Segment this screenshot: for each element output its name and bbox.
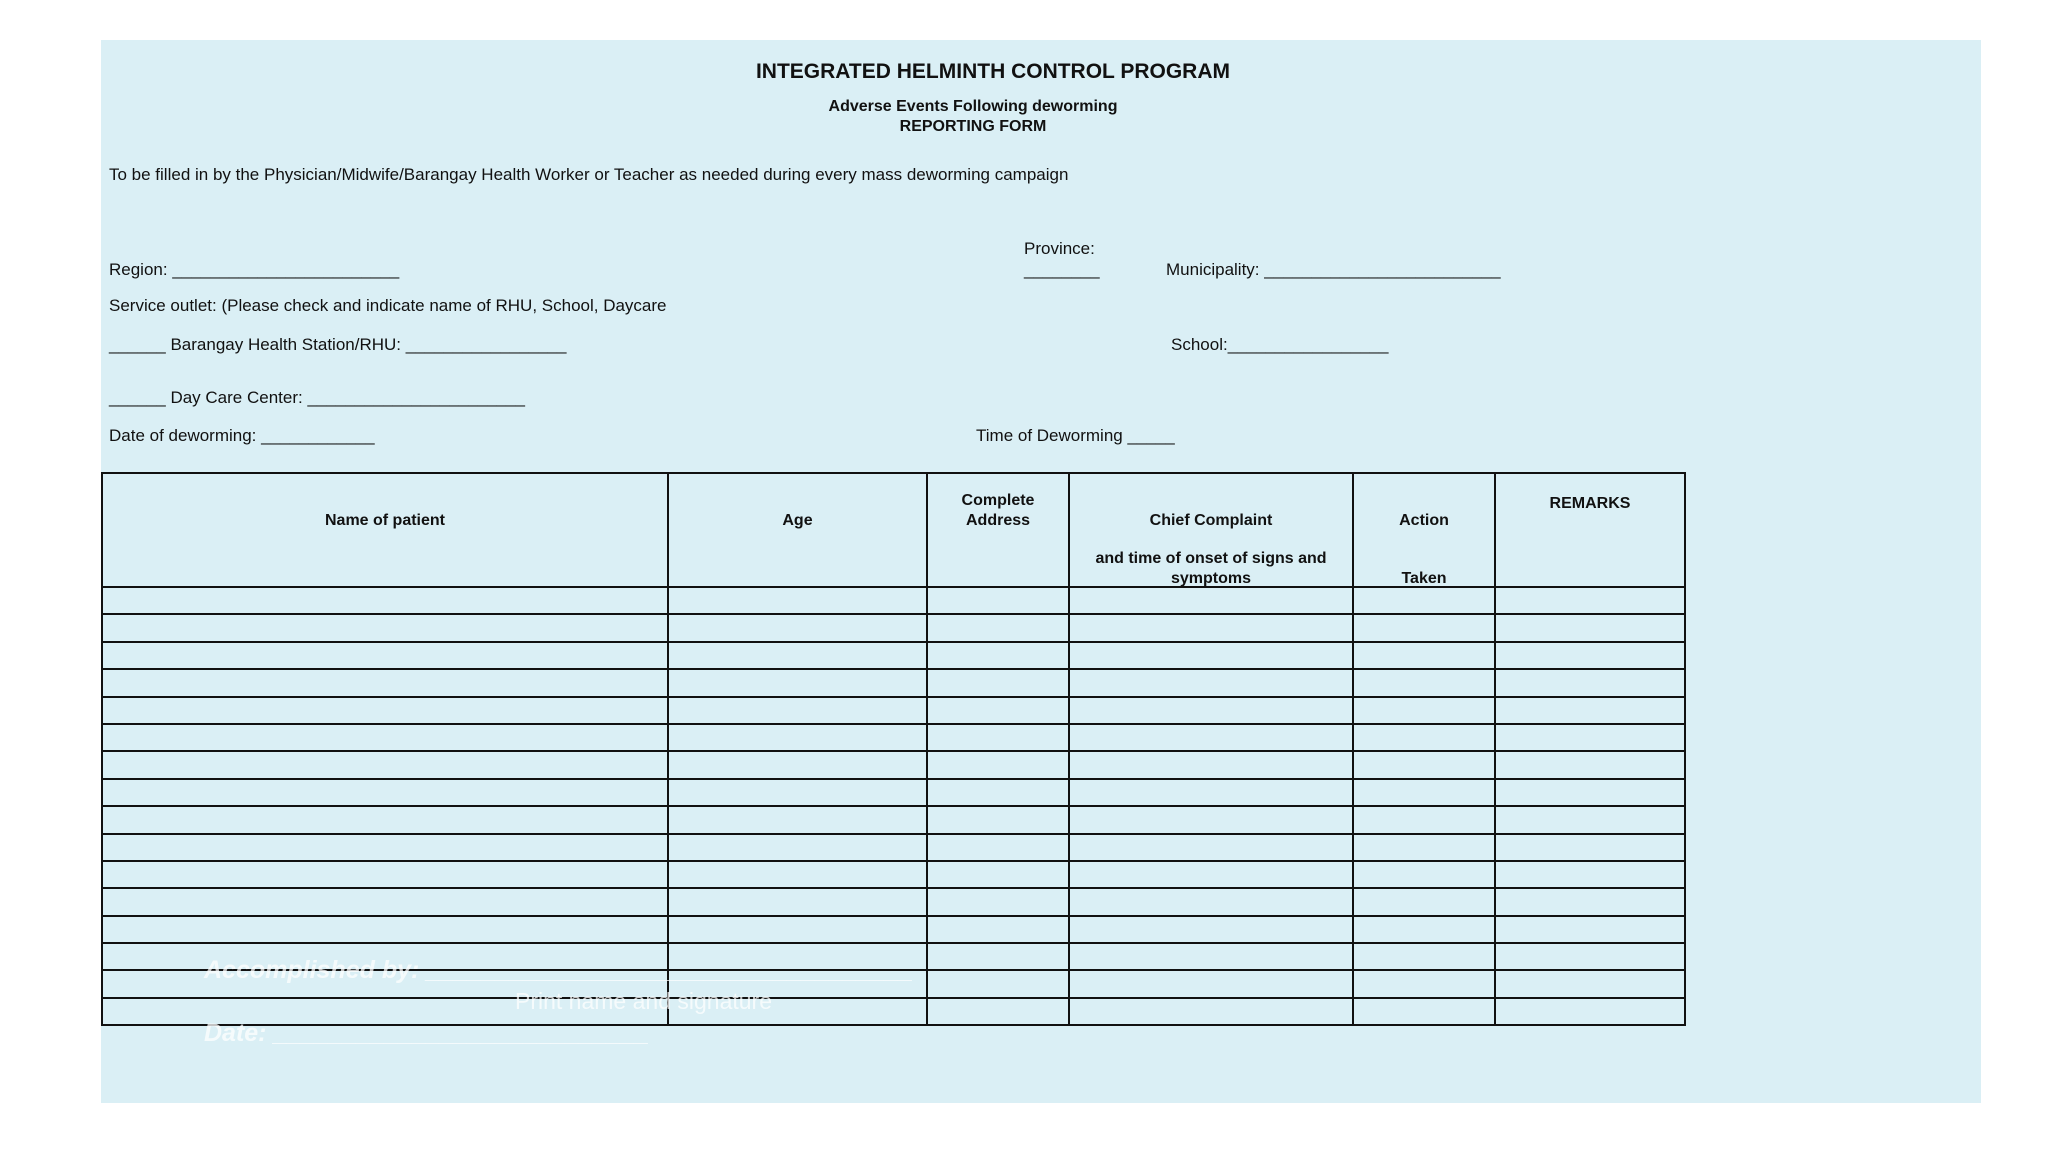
day-care-field[interactable]: ______ Day Care Center: _______________________: [109, 388, 525, 407]
cell-action-taken[interactable]: [1353, 916, 1495, 943]
cell-remarks[interactable]: [1495, 970, 1685, 997]
cell-name[interactable]: [102, 697, 668, 724]
cell-remarks[interactable]: [1495, 779, 1685, 806]
cell-action-taken[interactable]: [1353, 970, 1495, 997]
cell-chief-complaint[interactable]: [1069, 806, 1353, 833]
table-row: [102, 916, 1685, 943]
cell-age[interactable]: [668, 861, 927, 888]
cell-chief-complaint[interactable]: [1069, 697, 1353, 724]
cell-action-taken[interactable]: [1353, 888, 1495, 915]
cell-action-taken[interactable]: [1353, 697, 1495, 724]
cell-address[interactable]: [927, 779, 1069, 806]
region-field[interactable]: Region: ________________________: [109, 260, 400, 279]
cell-remarks[interactable]: [1495, 642, 1685, 669]
cell-action-taken[interactable]: [1353, 834, 1495, 861]
cell-name[interactable]: [102, 614, 668, 641]
cell-remarks[interactable]: [1495, 614, 1685, 641]
cell-age[interactable]: [668, 779, 927, 806]
municipality-field[interactable]: Municipality: _________________________: [1166, 260, 1501, 279]
cell-age[interactable]: [668, 916, 927, 943]
column-header-chief-complaint: [1069, 473, 1353, 587]
cell-chief-complaint[interactable]: [1069, 888, 1353, 915]
cell-action-taken[interactable]: [1353, 806, 1495, 833]
cell-age[interactable]: [668, 806, 927, 833]
column-header-action-taken: [1353, 473, 1495, 587]
cell-remarks[interactable]: [1495, 697, 1685, 724]
cell-remarks[interactable]: [1495, 669, 1685, 696]
cell-age[interactable]: [668, 697, 927, 724]
table-row: [102, 861, 1685, 888]
cell-age[interactable]: [668, 751, 927, 778]
bhs-rhu-field[interactable]: ______ Barangay Health Station/RHU: _________________: [109, 335, 567, 354]
cell-age[interactable]: [668, 724, 927, 751]
cell-name[interactable]: [102, 861, 668, 888]
cell-chief-complaint[interactable]: [1069, 751, 1353, 778]
cell-action-taken[interactable]: [1353, 724, 1495, 751]
cell-remarks[interactable]: [1495, 861, 1685, 888]
cell-name[interactable]: [102, 779, 668, 806]
cell-address[interactable]: [927, 806, 1069, 833]
cell-chief-complaint[interactable]: [1069, 669, 1353, 696]
cell-action-taken[interactable]: [1353, 779, 1495, 806]
cell-address[interactable]: [927, 587, 1069, 614]
cell-address[interactable]: [927, 724, 1069, 751]
cell-remarks[interactable]: [1495, 916, 1685, 943]
table-row: [102, 806, 1685, 833]
cell-name[interactable]: [102, 724, 668, 751]
cell-name[interactable]: [102, 888, 668, 915]
service-outlet-label: Service outlet: (Please check and indicate name of RHU, School, Daycare: [109, 296, 667, 315]
cell-address[interactable]: [927, 642, 1069, 669]
cell-name[interactable]: [102, 806, 668, 833]
table-row: [102, 779, 1685, 806]
cell-address[interactable]: [927, 943, 1069, 970]
cell-chief-complaint[interactable]: [1069, 916, 1353, 943]
cell-chief-complaint[interactable]: [1069, 724, 1353, 751]
table-row: [102, 697, 1685, 724]
cell-chief-complaint[interactable]: [1069, 587, 1353, 614]
cell-address[interactable]: [927, 888, 1069, 915]
column-header-label: Complete: [961, 492, 1035, 509]
cell-name[interactable]: [102, 642, 668, 669]
table-row: [102, 614, 1685, 641]
column-header-name: [102, 473, 668, 587]
column-header-label: Age: [782, 512, 813, 529]
form-subtitle-2: REPORTING FORM: [899, 118, 1047, 135]
table-row: [102, 751, 1685, 778]
table-row: [102, 669, 1685, 696]
cell-age[interactable]: [668, 614, 927, 641]
cell-name[interactable]: [102, 669, 668, 696]
cell-age[interactable]: [668, 642, 927, 669]
cell-address[interactable]: [927, 834, 1069, 861]
cell-action-taken[interactable]: [1353, 943, 1495, 970]
column-header-label-2: and time of onset of signs and: [1095, 550, 1327, 567]
province-label: Province:: [1024, 239, 1095, 258]
column-header-label: Chief Complaint: [1149, 512, 1273, 529]
cell-name[interactable]: [102, 834, 668, 861]
accomplished-by-field[interactable]: Accomplished by: ___________________________________: [204, 956, 913, 984]
cell-chief-complaint[interactable]: [1069, 834, 1353, 861]
cell-address[interactable]: [927, 669, 1069, 696]
column-header-remarks: [1495, 473, 1685, 587]
form-subtitle: Adverse Events Following deworming: [828, 98, 1118, 115]
cell-chief-complaint[interactable]: [1069, 861, 1353, 888]
print-name-caption: Print name and signature: [515, 988, 772, 1014]
cell-age[interactable]: [668, 669, 927, 696]
cell-chief-complaint[interactable]: [1069, 943, 1353, 970]
cell-remarks[interactable]: [1495, 888, 1685, 915]
cell-address[interactable]: [927, 697, 1069, 724]
cell-address[interactable]: [927, 614, 1069, 641]
cell-action-taken[interactable]: [1353, 861, 1495, 888]
cell-action-taken[interactable]: [1353, 642, 1495, 669]
column-header-label-3: symptoms: [1170, 570, 1252, 587]
cell-remarks[interactable]: [1495, 724, 1685, 751]
column-header-label: Name of patient: [324, 512, 445, 529]
cell-remarks[interactable]: [1495, 943, 1685, 970]
cell-age[interactable]: [668, 587, 927, 614]
cell-name[interactable]: [102, 916, 668, 943]
table-row: [102, 587, 1685, 614]
cell-age[interactable]: [668, 888, 927, 915]
cell-address[interactable]: [927, 751, 1069, 778]
cell-address[interactable]: [927, 861, 1069, 888]
cell-action-taken[interactable]: [1353, 614, 1495, 641]
table-row: [102, 724, 1685, 751]
cell-remarks[interactable]: [1495, 587, 1685, 614]
table-row: [102, 888, 1685, 915]
column-header-label-2: Address: [965, 512, 1031, 529]
cell-chief-complaint[interactable]: [1069, 998, 1353, 1025]
column-header-age: [668, 473, 927, 587]
cell-chief-complaint[interactable]: [1069, 970, 1353, 997]
cell-chief-complaint[interactable]: [1069, 779, 1353, 806]
column-header-address: [927, 473, 1069, 587]
cell-remarks[interactable]: [1495, 998, 1685, 1025]
cell-action-taken[interactable]: [1353, 587, 1495, 614]
province-field[interactable]: ________: [1024, 260, 1100, 279]
cell-address[interactable]: [927, 916, 1069, 943]
cell-action-taken[interactable]: [1353, 998, 1495, 1025]
cell-remarks[interactable]: [1495, 751, 1685, 778]
cell-action-taken[interactable]: [1353, 669, 1495, 696]
instruction-text: To be filled in by the Physician/Midwife/Barangay Health Worker or Teacher as needed during every mass deworming campaign: [109, 165, 1069, 184]
date-of-deworming-field[interactable]: Date of deworming: ____________: [109, 426, 375, 445]
table-row: [102, 642, 1685, 669]
cell-address[interactable]: [927, 998, 1069, 1025]
column-header-label-2: Taken: [1401, 570, 1447, 587]
cell-action-taken[interactable]: [1353, 751, 1495, 778]
cell-age[interactable]: [668, 834, 927, 861]
cell-name[interactable]: [102, 587, 668, 614]
cell-chief-complaint[interactable]: [1069, 642, 1353, 669]
adverse-events-table: [101, 472, 1686, 1026]
footer-date-field[interactable]: Date: ___________________________: [204, 1019, 649, 1047]
cell-remarks[interactable]: [1495, 834, 1685, 861]
time-of-deworming-field[interactable]: Time of Deworming _____: [976, 426, 1175, 445]
cell-remarks[interactable]: [1495, 806, 1685, 833]
cell-name[interactable]: [102, 751, 668, 778]
school-field[interactable]: School:_________________: [1171, 335, 1389, 354]
cell-chief-complaint[interactable]: [1069, 614, 1353, 641]
table-row: [102, 834, 1685, 861]
cell-address[interactable]: [927, 970, 1069, 997]
column-header-label: REMARKS: [1549, 495, 1631, 512]
form-title: INTEGRATED HELMINTH CONTROL PROGRAM: [755, 60, 1231, 83]
column-header-label: Action: [1399, 512, 1449, 529]
